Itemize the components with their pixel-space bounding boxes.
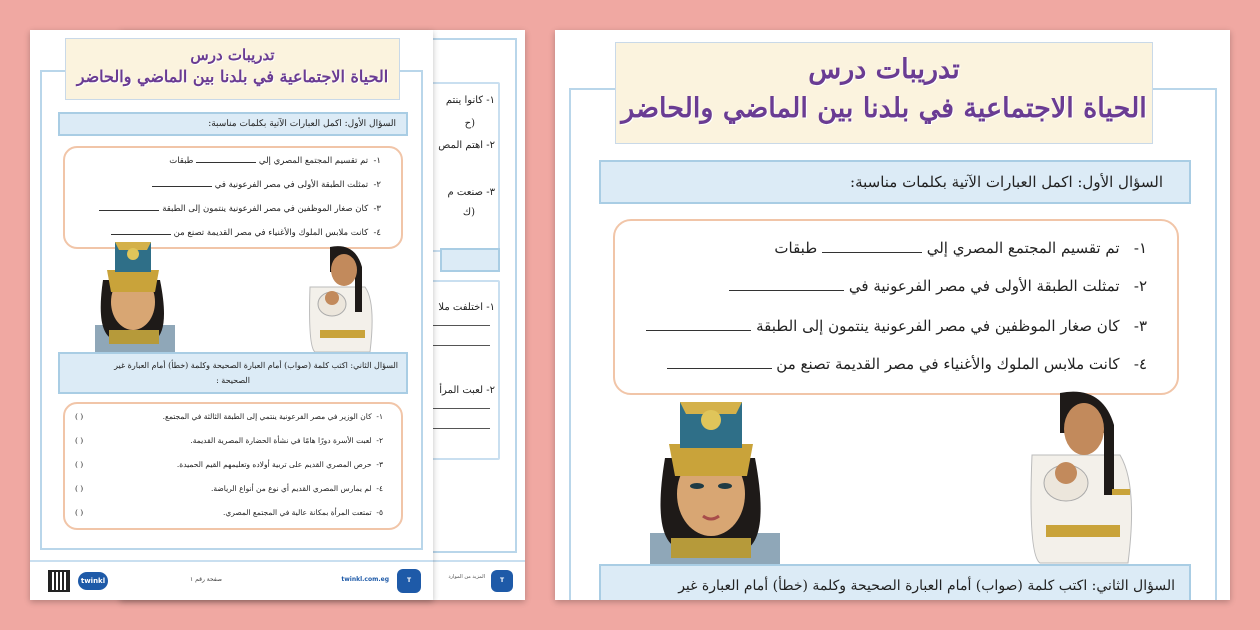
title-line-2: الحياة الاجتماعية في بلدنا بين الماضي والحاضر <box>621 93 1147 124</box>
queen-illustration-large <box>625 398 795 568</box>
q2-item-5: ٥- تمتعت المرأة بمكانة عالية في المجتمع المصري. ( ) <box>75 508 383 517</box>
qr-code-icon <box>48 570 70 592</box>
q2-item-3: ٣- حرص المصري القديم على تربية أولاده وتعليمهم القيم الحميدة. ( ) <box>75 460 383 469</box>
back-item-2: ٢- اهتم المص <box>438 140 495 151</box>
worksheet-page-small <box>30 30 433 600</box>
footer-visit-text: المزيد من الموارد <box>448 574 485 580</box>
back-item-1: ١- كانوا ينتم <box>445 95 495 106</box>
title-line-2: الحياة الاجتماعية في بلدنا بين الماضي والحاضر <box>76 67 389 86</box>
question-1-heading: السؤال الأول: اكمل العبارات الآتية بكلمات مناسبة: <box>58 112 408 136</box>
answer-parentheses[interactable]: ( ) <box>75 460 84 469</box>
twinkl-brand-badge: twinkl <box>78 572 108 590</box>
footer-page-number: صفحة رقم ١ <box>190 576 223 583</box>
answer-blank[interactable] <box>152 186 212 187</box>
answer-blank[interactable] <box>822 252 922 253</box>
question-1-heading-large: السؤال الأول: اكمل العبارات الآتية بكلمات مناسبة: <box>599 160 1191 204</box>
back-item2-2: ٢- لعبت المرأ <box>439 385 495 396</box>
answer-blank[interactable] <box>111 234 171 235</box>
back-item-1b: (ح <box>464 118 475 129</box>
back-item-3: ٣- صنعت م <box>447 187 495 198</box>
answer-parentheses[interactable]: ( ) <box>75 508 84 517</box>
worksheet-page-zoomed <box>555 30 1230 600</box>
q1-item-4: ٤- كانت ملابس الملوك والأغنياء في مصر القديمة تصنع من <box>615 355 1177 373</box>
twinkl-logo-icon: T <box>491 570 513 592</box>
q2-item-4: ٤- لم يمارس المصري القديم أي نوع من أنواع الرياضة. ( ) <box>75 484 383 493</box>
q2-item-1: ١- كان الوزير في مصر الفرعونية ينتمي إلى الطبقة الثالثة في المجتمع. ( ) <box>75 412 383 421</box>
back-question-bar <box>440 248 500 272</box>
question-2-heading-large: السؤال الثاني: اكتب كلمة (صواب) أمام العبارة الصحيحة وكلمة (خطأ) أمام العبارة غير <box>599 564 1191 600</box>
question-1-box <box>63 146 403 249</box>
mother-child-illustration <box>300 242 380 352</box>
page-footer <box>30 560 433 600</box>
answer-blank[interactable] <box>729 290 844 291</box>
question-2-heading: السؤال الثاني: اكتب كلمة (صواب) أمام العبارة الصحيحة وكلمة (خطأ) أمام العبارة غير الصحيحة : <box>58 352 408 394</box>
q1-item-4: ٤- كانت ملابس الملوك والأغنياء في مصر القديمة تصنع من <box>65 228 401 238</box>
q1-item-2: ٢- تمثلت الطبقة الأولى في مصر الفرعونية في <box>65 180 401 190</box>
question-1-box-large <box>613 219 1179 395</box>
footer-site: twinkl.com.eg <box>341 576 389 583</box>
worksheet-title-large <box>615 42 1153 144</box>
answer-blank[interactable] <box>99 210 159 211</box>
q1-item-3: ٣- كان صغار الموظفين في مصر الفرعونية ينتمون إلى الطبقة <box>65 204 401 214</box>
back-item2-1: ١- اختلفت ملا <box>438 302 495 313</box>
worksheet-title <box>65 38 400 100</box>
queen-illustration <box>75 240 185 352</box>
q1-item-3: ٣- كان صغار الموظفين في مصر الفرعونية ينتمون إلى الطبقة <box>615 317 1177 335</box>
question-2-box <box>63 402 403 530</box>
q1-item-1: ١- تم تقسيم المجتمع المصري إلي طبقات <box>774 239 1147 257</box>
answer-blank[interactable] <box>196 162 256 163</box>
q1-item-1: ١- تم تقسيم المجتمع المصري إلي طبقات <box>169 156 381 166</box>
mother-child-illustration-large <box>1020 385 1140 565</box>
twinkl-logo-icon: T <box>397 569 421 593</box>
title-line-1: تدريبات درس <box>808 54 960 85</box>
answer-blank[interactable] <box>667 368 772 369</box>
back-item-3b: (ك <box>462 207 475 218</box>
answer-parentheses[interactable]: ( ) <box>75 412 84 421</box>
answer-blank[interactable] <box>646 330 751 331</box>
answer-parentheses[interactable]: ( ) <box>75 436 84 445</box>
q1-item-2: ٢- تمثلت الطبقة الأولى في مصر الفرعونية في <box>615 277 1177 295</box>
q2-item-2: ٢- لعبت الأسرة دورًا هامًا في نشأة الحضارة المصرية القديمة. ( ) <box>75 436 383 445</box>
answer-parentheses[interactable]: ( ) <box>75 484 84 493</box>
title-line-1: تدريبات درس <box>190 46 275 64</box>
